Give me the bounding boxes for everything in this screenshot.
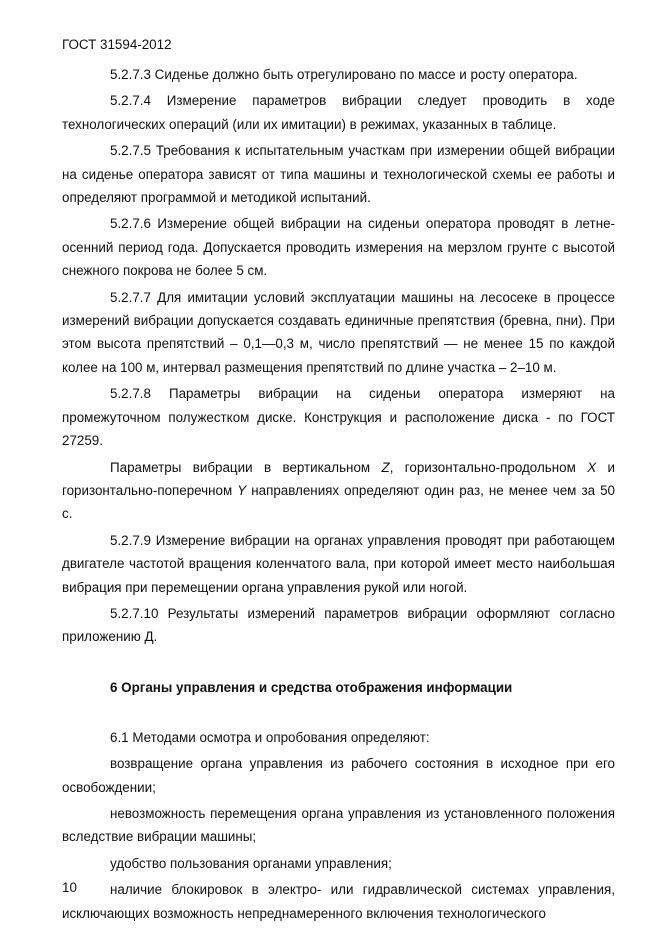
paragraph-vibration-directions: Параметры вибрации в вертикальном Z, горизонтально-продольном X и горизонтально-поперечном Y направлениях определяют один раз, не менее чем за 50 с. — [62, 459, 616, 522]
list-item: возвращение органа управления из рабочего состояния в исходное при его освобождении; — [62, 756, 615, 795]
paragraph-5-2-7-9: 5.2.7.9 Измерение вибрации на органах управления проводят при работающем двигателе частотой вращения коленчатого вала, при которой имеет место наибольшая вибрация при перемещении органа управления рукой или ногой. — [62, 532, 615, 595]
paragraph-5-2-7-5: 5.2.7.5 Требования к испытательным участкам при измерении общей вибрации на сиденье оператора зависят от типа машины и технологической схемы ее работы и определяют программой и методикой испытаний. — [62, 143, 615, 206]
page-number: 10 — [62, 880, 77, 895]
document-header: ГОСТ 31594-2012 — [62, 37, 172, 52]
paragraph-5-2-7-3: 5.2.7.3 Сиденье должно быть отрегулировано по массе и росту оператора. — [110, 67, 578, 82]
list-item: удобство пользования органами управления; — [110, 855, 392, 871]
document-body — [62, 63, 615, 925]
paragraph-5-2-7-4: 5.2.7.4 Измерение параметров вибрации следует проводить в ходе технологических операций (или их имитации) в режимах, указанных в таблице. — [62, 93, 615, 132]
paragraph-5-2-7-7: 5.2.7.7 Для имитации условий эксплуатации машины на лесосеке в процессе измерений вибрации допускается создавать единичные препятствия (бревна, пни). При этом высота препятствий – 0,1—0,3 м, число препятствий — не менее 15 по каждой колее на 100 м, интервал размещения препятствий по длине участка – 2–10 м. — [62, 289, 615, 375]
paragraph-5-2-7-6: 5.2.7.6 Измерение общей вибрации на сиденьи оператора проводят в летне-осенний период года. Допускается проводить измерения на мерзлом грунте с высотой снежного покрова не более 5 см. — [62, 216, 615, 279]
section-heading: 6 Органы управления и средства отображения информации — [110, 679, 513, 695]
list-item: невозможность перемещения органа управления из установленного положения вследствие вибрации машины; — [62, 805, 615, 845]
paragraph-5-2-7-10: 5.2.7.10 Результаты измерений параметров вибрации оформляют согласно приложению Д. — [62, 605, 615, 645]
paragraph-5-2-7-8: 5.2.7.8 Параметры вибрации на сиденьи оператора измеряют на промежуточном полужестком диске. Конструкция и расположение диска - по ГОСТ 27259. — [62, 386, 615, 449]
paragraph-6-1: 6.1 Методами осмотра и опробования определяют: — [110, 729, 430, 745]
list-item: наличие блокировок в электро- или гидравлической системах управления, исключающих возможность непреднамеренного включения технологического — [62, 882, 615, 921]
